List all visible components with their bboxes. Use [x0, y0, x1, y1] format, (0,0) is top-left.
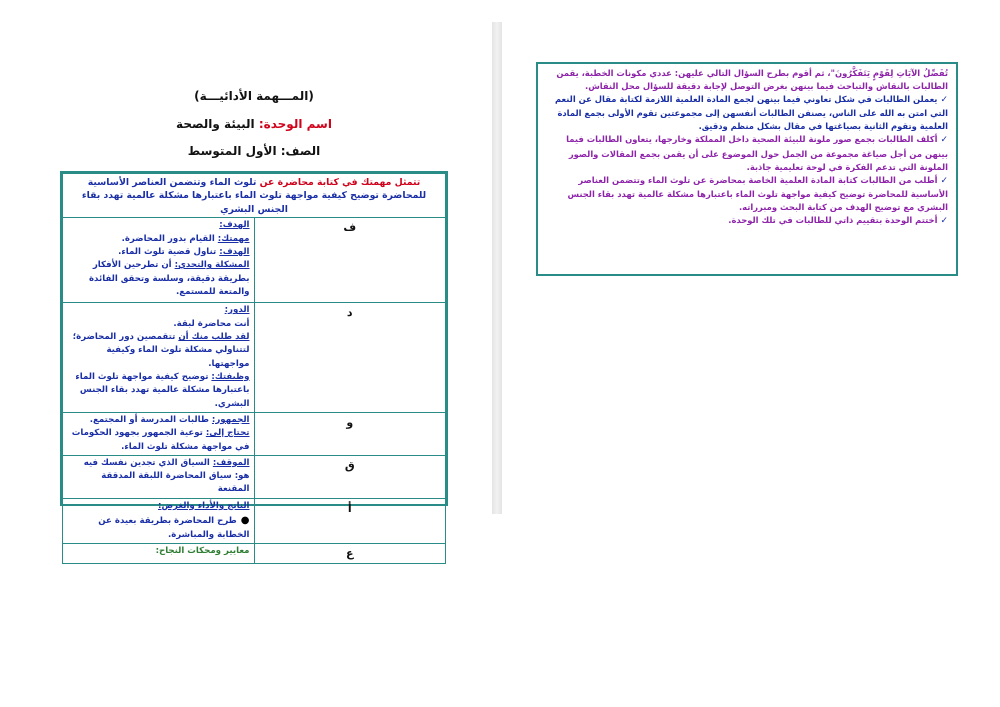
activity-text: أطلب من الطالبات كتابة المادة العلمية الخاصة بمحاضرة عن تلوث الماء وتتضمن العناصر الأساسية للمحاضرة توضيح كيفية مواجهة تلوث الماء باعتبارها مشكلة عالمية تهدد بقاء الجنس البشري مع توضيح الهدف من كتابة البحث ومبرراته.: [567, 174, 948, 212]
row-content: [63, 303, 255, 413]
check-icon: ✓: [940, 95, 948, 106]
row-content: [63, 412, 255, 455]
activity-text: يعملن الطالبات في شكل تعاوني فيما بينهن لجمع المادة العلمية اللازمة لكتابة مقال عن النعم التي امتن به الله على الناس، يصنفن الطالبات أنفسهن إلى مجموعتين تقوم الأولى بجمع المادة العلمية وتقوم الثانية بصياغتها في مقال بشكل منظم ودقيق.: [554, 94, 948, 132]
row-text: توضيح كيفية مواجهة تلوث الماء باعتبارها مشكلة عالمية تهدد بقاء الجنس البشري.: [75, 371, 250, 409]
row-label: الهدف:: [219, 247, 250, 258]
activity-item: [544, 93, 948, 133]
task-statement-blue: تلوث الماء وتتضمن العناصر الأساسية للمحاضرة توضيح كيفية مواجهة تلوث الماء باعتبارها مشكلة عالمية تهدد بقاء الجنس البشري: [81, 177, 427, 215]
unit-label: اسم الوحدة:: [258, 117, 332, 131]
row-label: لقد طلب منك أن: [178, 332, 250, 343]
check-icon: ✓: [940, 215, 948, 226]
row-letter: ف: [254, 218, 446, 303]
row-label: الناتج والأداء والغرض:: [158, 500, 250, 511]
row-letter: ع: [254, 543, 446, 563]
row-audience: [63, 412, 446, 455]
task-title: (المـــهمة الأدائيـــة): [194, 89, 314, 103]
row-label: الجمهور:: [211, 414, 250, 425]
activity-text: أختتم الوحدة بتقييم ذاتي للطالبات في تلك الوحدة.: [728, 214, 938, 225]
row-product: [63, 498, 446, 543]
row-label: تحتاج إلى:: [205, 428, 250, 439]
page-divider: [492, 22, 502, 514]
row-label: الموقف:: [212, 457, 250, 468]
row-text: تتقمصين دور المحاضرة؛ لتتناولي مشكلة تلوث الماء وكيفية مواجهتها.: [72, 332, 250, 369]
row-label: وظيفتك:: [211, 371, 250, 382]
activity-text: أكلف الطالبات بجمع صور ملونة للبيئة الصحية داخل المملكة وخارجها، يتعاون الطالبات فيما بينهن من أجل صياغة مجموعة من الجمل حول الموضوع على أن يقمن بجمع المقالات والصور الملونة التي تدعم الفكرة في لوحة تعليمية جاذبة.: [566, 134, 948, 172]
row-letter: ق: [254, 455, 446, 498]
row-label: الهدف:: [219, 220, 250, 231]
row-text: أن تطرحين الأفكار بطريقة دقيقة، وسلسة وتحقق الفائدة والمتعة للمستمع.: [88, 260, 250, 297]
row-letter: أ: [254, 498, 446, 543]
row-content: [63, 218, 255, 303]
row-text: تناول قضية تلوث الماء.: [118, 247, 220, 258]
row-label: مهمتك:: [217, 233, 250, 244]
check-icon: ✓: [940, 175, 948, 186]
activities-panel: [536, 62, 958, 276]
activity-item: [544, 214, 948, 228]
row-text: القيام بدور المحاضرة.: [121, 233, 218, 244]
row-content: [63, 543, 255, 563]
row-goal: [63, 218, 446, 303]
row-text: توعية الجمهور بجهود الحكومات في مواجهة مشكلة تلوث الماء.: [71, 428, 250, 452]
unit-name: [60, 117, 448, 131]
row-label: المشكلة والتحدي:: [174, 260, 250, 271]
row-criteria: [63, 543, 446, 563]
row-letter: د: [254, 303, 446, 413]
performance-task-table: [60, 171, 448, 560]
panel-intro: تُفَصِّلُ الآيَاتِ لِقَوْمٍ يَتَفَكَّرُونَ"، ثم أقوم بطرح السؤال التالي عليهن: عددي مكونات الخطبة، يقمن الطالبات بالنقاش والتباحث فيما بينهن بغرض التوصل لإجابة دقيقة للسؤال محل النقاش.: [556, 68, 948, 92]
row-text: طرح المحاضرة بطريقة بعيدة عن الخطابة والمباشرة.: [98, 516, 250, 540]
row-text: طالبات المدرسة أو المجتمع.: [89, 414, 212, 425]
bullet-icon: ●: [240, 515, 250, 527]
activity-item: [544, 133, 948, 173]
unit-value: البيئة والصحة: [176, 117, 259, 131]
row-role: [63, 303, 446, 413]
row-text: أنت محاضرة لبقة.: [173, 318, 250, 329]
row-content: [63, 455, 255, 498]
row-label: الدور:: [224, 305, 250, 316]
row-text: السياق الذي تجدين نفسك فيه هو: سياق المحاضرة اللبقة المدققة المقنعة: [83, 457, 250, 495]
row-content: [63, 498, 255, 543]
row-letter: و: [254, 412, 446, 455]
task-statement: [63, 174, 446, 218]
criteria-label: معايير ومحكات النجاح:: [155, 545, 250, 556]
activity-item: [544, 174, 948, 214]
task-statement-red: تتمثل مهمتك في كتابة محاضرة عن: [259, 177, 421, 188]
grade-level: الصف: الأول المتوسط: [187, 144, 321, 158]
check-icon: ✓: [940, 135, 948, 146]
row-situation: [63, 455, 446, 498]
